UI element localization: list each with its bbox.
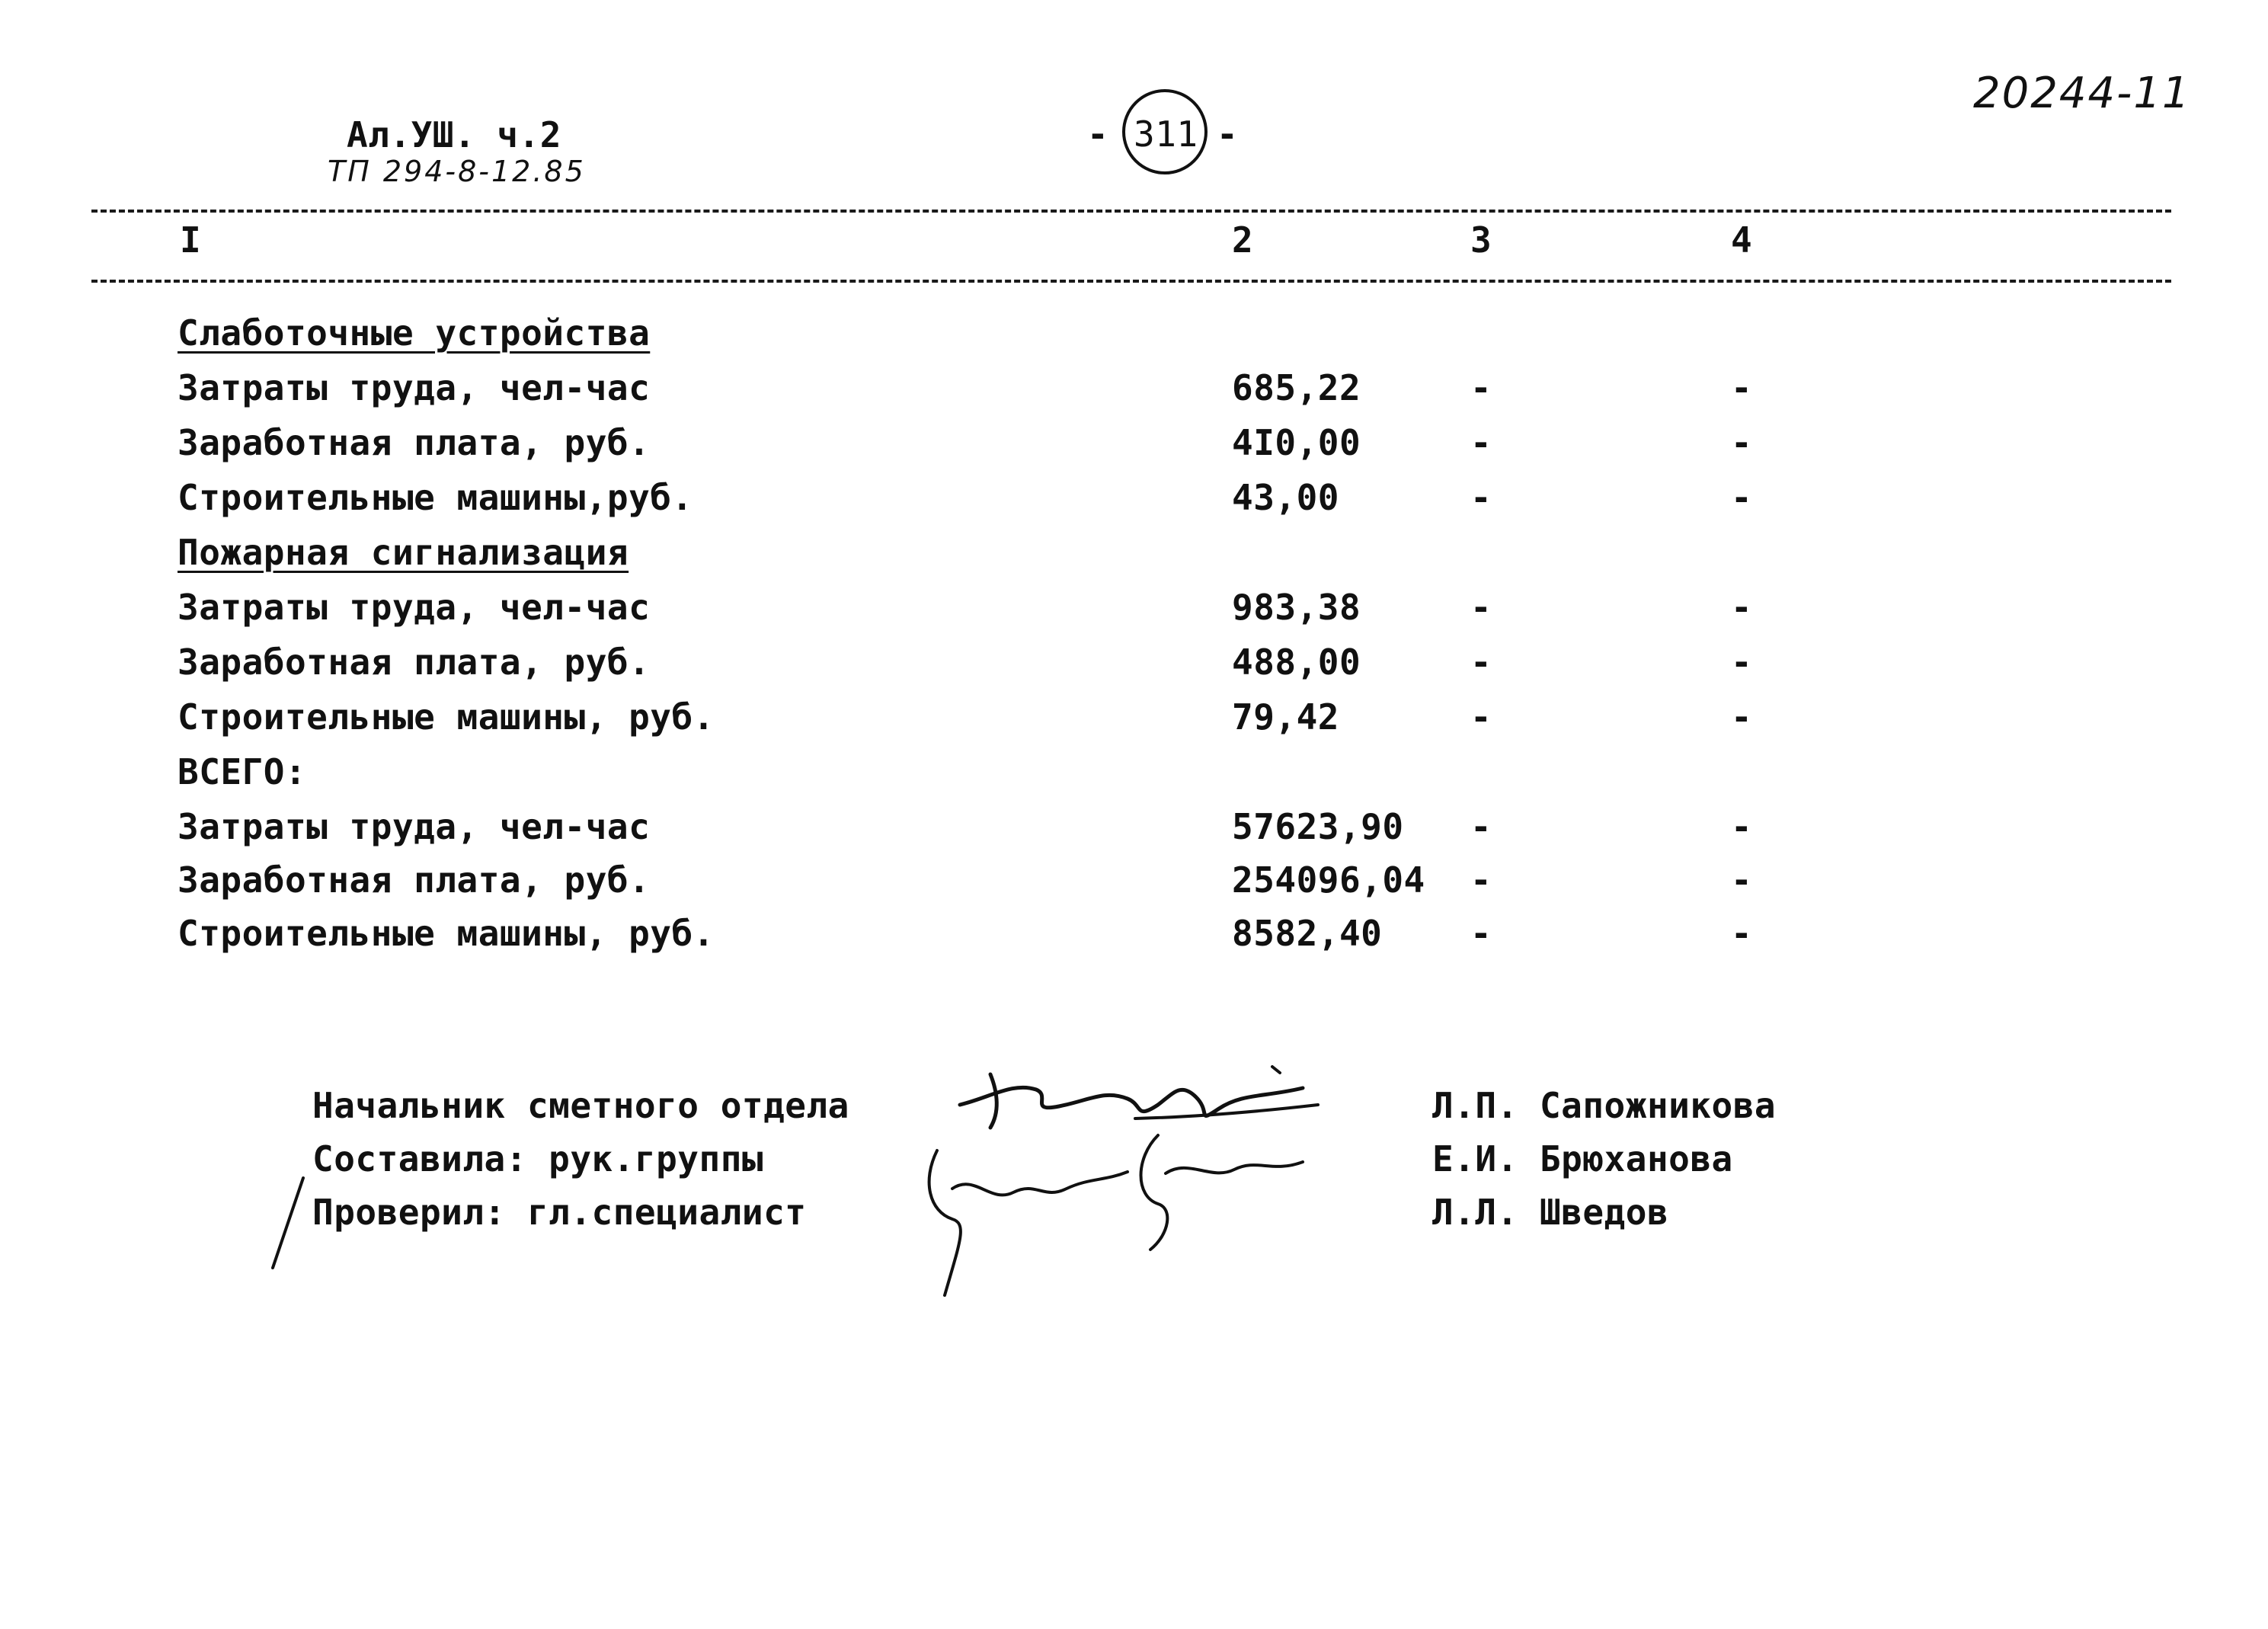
table-row [0, 477, 2268, 530]
row-label: Заработная плата, руб. [178, 422, 651, 463]
row-value-col2: 43,00 [1232, 477, 1339, 518]
row-value-col3: - [1470, 477, 1492, 518]
table-row [0, 913, 2268, 966]
row-value-col3: - [1470, 696, 1492, 738]
row-value-col4: - [1731, 587, 1753, 628]
table-row [0, 859, 2268, 913]
signatory-name: Е.И. Брюханова [1432, 1138, 1733, 1179]
page-number: 311 [1134, 114, 1198, 155]
column-header-2: 2 [1232, 219, 1254, 261]
row-value-col2: 983,38 [1232, 587, 1361, 628]
page-dash-right: - [1217, 114, 1239, 155]
row-value-col2: 79,42 [1232, 696, 1339, 738]
row-label: Затраты труда, чел-час [178, 587, 651, 628]
row-value-col3: - [1470, 806, 1492, 847]
table-top-rule [91, 210, 2171, 213]
row-value-col4: - [1731, 642, 1753, 683]
signatory-role: Составила: рук.группы [312, 1138, 764, 1179]
row-value-col4: - [1731, 913, 1753, 954]
section-title-row [0, 751, 2268, 805]
row-value-col2: 57623,90 [1232, 806, 1404, 847]
row-label: Затраты труда, чел-час [178, 367, 651, 408]
column-header-4: 4 [1731, 219, 1753, 261]
doc-reference-project: ТП 294-8-12.85 [328, 155, 586, 188]
signatory-role: Начальник сметного отдела [312, 1085, 849, 1126]
page-dash-left: - [1087, 114, 1109, 155]
row-label: Строительные машины, руб. [178, 696, 715, 738]
row-label: Затраты труда, чел-час [178, 806, 651, 847]
section-title-row [0, 312, 2268, 366]
section-title: Слаботочные устройства [178, 312, 651, 354]
signatory-name: Л.П. Сапожникова [1432, 1085, 1777, 1126]
row-label: Строительные машины,руб. [178, 477, 693, 518]
table-header-row [0, 219, 2268, 273]
row-value-col3: - [1470, 422, 1492, 463]
signatory-role: Проверил: гл.специалист [312, 1192, 807, 1233]
column-header-3: 3 [1470, 219, 1492, 261]
row-value-col4: - [1731, 859, 1753, 901]
margin-check-mark [267, 1173, 312, 1272]
section-title: Пожарная сигнализация [178, 532, 629, 573]
table-row [0, 587, 2268, 640]
row-value-col3: - [1470, 587, 1492, 628]
row-value-col4: - [1731, 422, 1753, 463]
section-title: ВСЕГО: [178, 751, 307, 792]
row-value-col4: - [1731, 367, 1753, 408]
table-row [0, 806, 2268, 859]
table-row [0, 696, 2268, 750]
row-value-col4: - [1731, 696, 1753, 738]
row-value-col4: - [1731, 806, 1753, 847]
doc-reference: Ал.УШ. ч.2 [347, 114, 561, 155]
row-value-col3: - [1470, 913, 1492, 954]
row-value-col4: - [1731, 477, 1753, 518]
table-row [0, 367, 2268, 421]
archive-number: 20244-11 [1973, 69, 2191, 118]
row-label: Заработная плата, руб. [178, 859, 651, 901]
row-value-col3: - [1470, 642, 1492, 683]
row-value-col2: 8582,40 [1232, 913, 1383, 954]
row-value-col2: 4I0,00 [1232, 422, 1361, 463]
row-value-col2: 488,00 [1232, 642, 1361, 683]
signatory-name: Л.Л. Шведов [1432, 1192, 1669, 1233]
handwritten-signature-2 [907, 1128, 1333, 1311]
table-row [0, 642, 2268, 695]
column-header-1: I [180, 219, 202, 261]
page-number-block [1078, 88, 1253, 179]
row-value-col2: 685,22 [1232, 367, 1361, 408]
section-title-row [0, 532, 2268, 585]
row-value-col2: 254096,04 [1232, 859, 1425, 901]
row-value-col3: - [1470, 367, 1492, 408]
row-label: Заработная плата, руб. [178, 642, 651, 683]
table-header-rule [91, 280, 2171, 283]
row-value-col3: - [1470, 859, 1492, 901]
row-label: Строительные машины, руб. [178, 913, 715, 954]
table-row [0, 422, 2268, 475]
